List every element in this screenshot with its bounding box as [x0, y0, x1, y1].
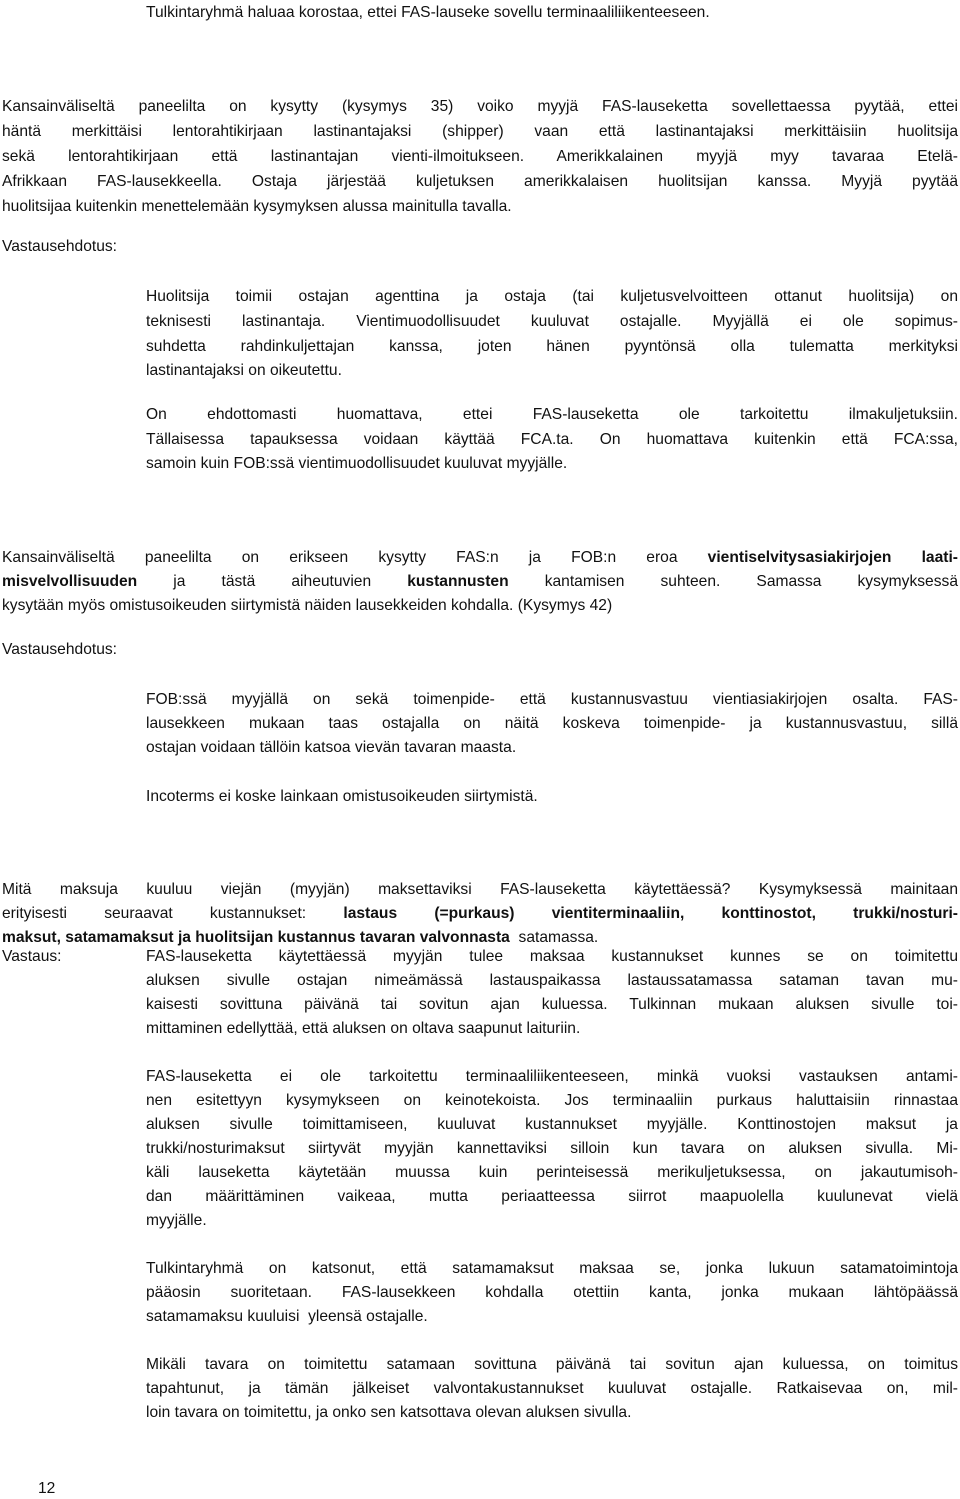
text-line: FAS-lauseketta käytettäessä myyjän tulee maksaa kustannukset kunnes se on toimitettu	[146, 948, 958, 965]
text-line: FOB:ssä myyjällä on sekä toimenpide- että kustannusvastuu vientiasiakirjojen osalta. FAS-	[146, 691, 958, 708]
text-line: misvelvollisuuden ja tästä aiheutuvien kustannusten kantamisen suhteen. Samassa kysymyksessä	[2, 573, 958, 590]
text-line: huolitsijaa kuitenkin menettelemään kysymyksen alussa mainitulla tavalla.	[2, 198, 512, 215]
text-line: erityisesti seuraavat kustannukset: lastaus (=purkaus) vientiterminaaliin, konttinostot, trukki/nosturi-	[2, 905, 958, 922]
text-line: Tällaisessa tapauksessa voidaan käyttää FCA.ta. On huomattava kuitenkin että FCA:ssa,	[146, 431, 958, 448]
text-line: Mikäli tavara on toimitettu satamaan sovittuna päivänä tai sovitun ajan kuluessa, on toimitus	[146, 1356, 958, 1373]
text-line: aluksen sivulle toimittamiseen, kuuluvat kustannukset myyjälle. Konttinostojen maksut ja	[146, 1116, 958, 1133]
text-line: Tulkintaryhmä on katsonut, että satamamaksut maksaa se, jonka lukuun satamatoimintoja	[146, 1260, 958, 1277]
text-line: Kansainväliseltä paneelilta on kysytty (kysymys 35) voiko myyjä FAS-lauseketta sovellettaessa pyytää, ettei	[2, 98, 958, 115]
text-line: lausekkeen mukaan taas ostajalla on näitä koskeva toimenpide- ja kustannusvastuu, sillä	[146, 715, 958, 732]
text-line: kaisesti sovittuna päivänä tai sovitun ajan kuluessa. Tulkinnan mukaan aluksen sivulle toi-	[146, 996, 958, 1013]
text-line: myyjälle.	[146, 1212, 207, 1229]
text-line: kysytään myös omistusoikeuden siirtymistä näiden lausekkeiden kohdalla. (Kysymys 42)	[2, 597, 613, 614]
text-line: pääosin suoritetaan. FAS-lausekkeen kohdalla otettiin kanta, jonka mukaan lähtöpäässä	[146, 1284, 958, 1301]
text-line: trukki/nosturimaksut siirtyvät myyjän kannettaviksi silloin kun tavara on aluksen sivulla. Mi-	[146, 1140, 958, 1157]
text-line: FAS-lauseketta ei ole tarkoitettu terminaaliliikenteeseen, minkä vuoksi vastauksen antami-	[146, 1068, 958, 1085]
page-number: 12	[38, 1480, 56, 1497]
text-line: sekä lentorahtikirjaan että lastinantajan vienti-ilmoitukseen. Amerikkalainen myyjä myy tavaraa Etelä-	[2, 148, 958, 165]
text-line: Mitä maksuja kuuluu viejän (myyjän) maksettaviksi FAS-lauseketta käytettäessä? Kysymyksessä mainitaan	[2, 881, 958, 898]
bold-phrase: vientiselvitysasiakirjojen laati-	[707, 549, 958, 566]
answer-label: Vastausehdotus:	[2, 238, 118, 255]
text-line: satamamaksu kuuluisi yleensä ostajalle.	[146, 1308, 428, 1325]
intro-text: Tulkintaryhmä haluaa korostaa, ettei FAS-lauseke sovellu terminaaliliikenteeseen.	[146, 4, 710, 21]
text-line: On ehdottomasti huomattava, ettei FAS-lauseketta ole tarkoitettu ilmakuljetuksiin.	[146, 406, 958, 423]
answer-paragraph: Incoterms ei koske lainkaan omistusoikeuden siirtymistä.	[146, 788, 538, 805]
bold-phrase: lastaus (=purkaus) vientiterminaaliin, konttinostot, trukki/nosturi-	[343, 905, 958, 922]
text-line: nen esitettyyn kysymykseen on keinotekoista. Jos terminaaliin purkaus haluttaisiin rinnastaa	[146, 1092, 958, 1109]
text-line: lastinantajaksi on oikeutettu.	[146, 362, 342, 379]
text-line: teknisesti lastinantaja. Vientimuodollisuudet kuuluvat ostajalle. Myyjällä ei ole sopimus-	[146, 313, 958, 330]
bold-phrase: maksut, satamamaksut ja huolitsijan kustannus tavaran valvonnasta	[2, 929, 510, 946]
text-line: Afrikkaan FAS-lausekkeella. Ostaja järjestää kuljetuksen amerikkalaisen huolitsijan kanssa. Myyjä pyytää	[2, 173, 958, 190]
bold-phrase: kustannusten	[407, 573, 509, 590]
text-line: suhdetta rahdinkuljettajan kanssa, joten hänen pyyntönsä olla tulematta merkityksi	[146, 338, 958, 355]
text-line: Huolitsija toimii ostajan agenttina ja ostaja (tai kuljetusvelvoitteen ottanut huolitsija) on	[146, 288, 958, 305]
text-line: häntä merkittäisi lentorahtikirjaan lastinantajaksi (shipper) vaan että lastinantajaksi merkittäisiin huolitsija	[2, 123, 958, 140]
text-line: käli lauseketta käytetään muussa kuin perinteisessä merikuljetuksessa, on jakautumisoh-	[146, 1164, 958, 1181]
text-line: samoin kuin FOB:ssä vientimuodollisuudet kuuluvat myyjälle.	[146, 455, 568, 472]
text-line: ostajan voidaan tällöin katsoa vievän tavaran maasta.	[146, 739, 517, 756]
text-line: aluksen sivulle ostajan nimeämässä lastauspaikassa lastaussatamassa sataman tavan mu-	[146, 972, 958, 989]
text-line: loin tavara on toimitettu, ja onko sen katsottava olevan aluksen sivulla.	[146, 1404, 632, 1421]
answer-label: Vastausehdotus:	[2, 641, 118, 658]
text-line: maksut, satamamaksut ja huolitsijan kustannus tavaran valvonnasta satamassa.	[2, 929, 599, 946]
answer-label: Vastaus:	[2, 948, 62, 965]
text-line: Kansainväliseltä paneelilta on erikseen kysytty FAS:n ja FOB:n eroa vientiselvitysasiakirjojen laati-	[2, 549, 958, 566]
text-line: dan määrittäminen vaikeaa, mutta periaatteessa siirrot maapuolella kuulunevat vielä	[146, 1188, 958, 1205]
text-line: mittaminen edellyttää, että aluksen on oltava saapunut laituriin.	[146, 1020, 581, 1037]
text-line: tapahtunut, ja tämän jälkeiset valvontakustannukset kuuluvat ostajalle. Ratkaisevaa on, mil-	[146, 1380, 958, 1397]
bold-phrase: misvelvollisuuden	[2, 573, 138, 590]
